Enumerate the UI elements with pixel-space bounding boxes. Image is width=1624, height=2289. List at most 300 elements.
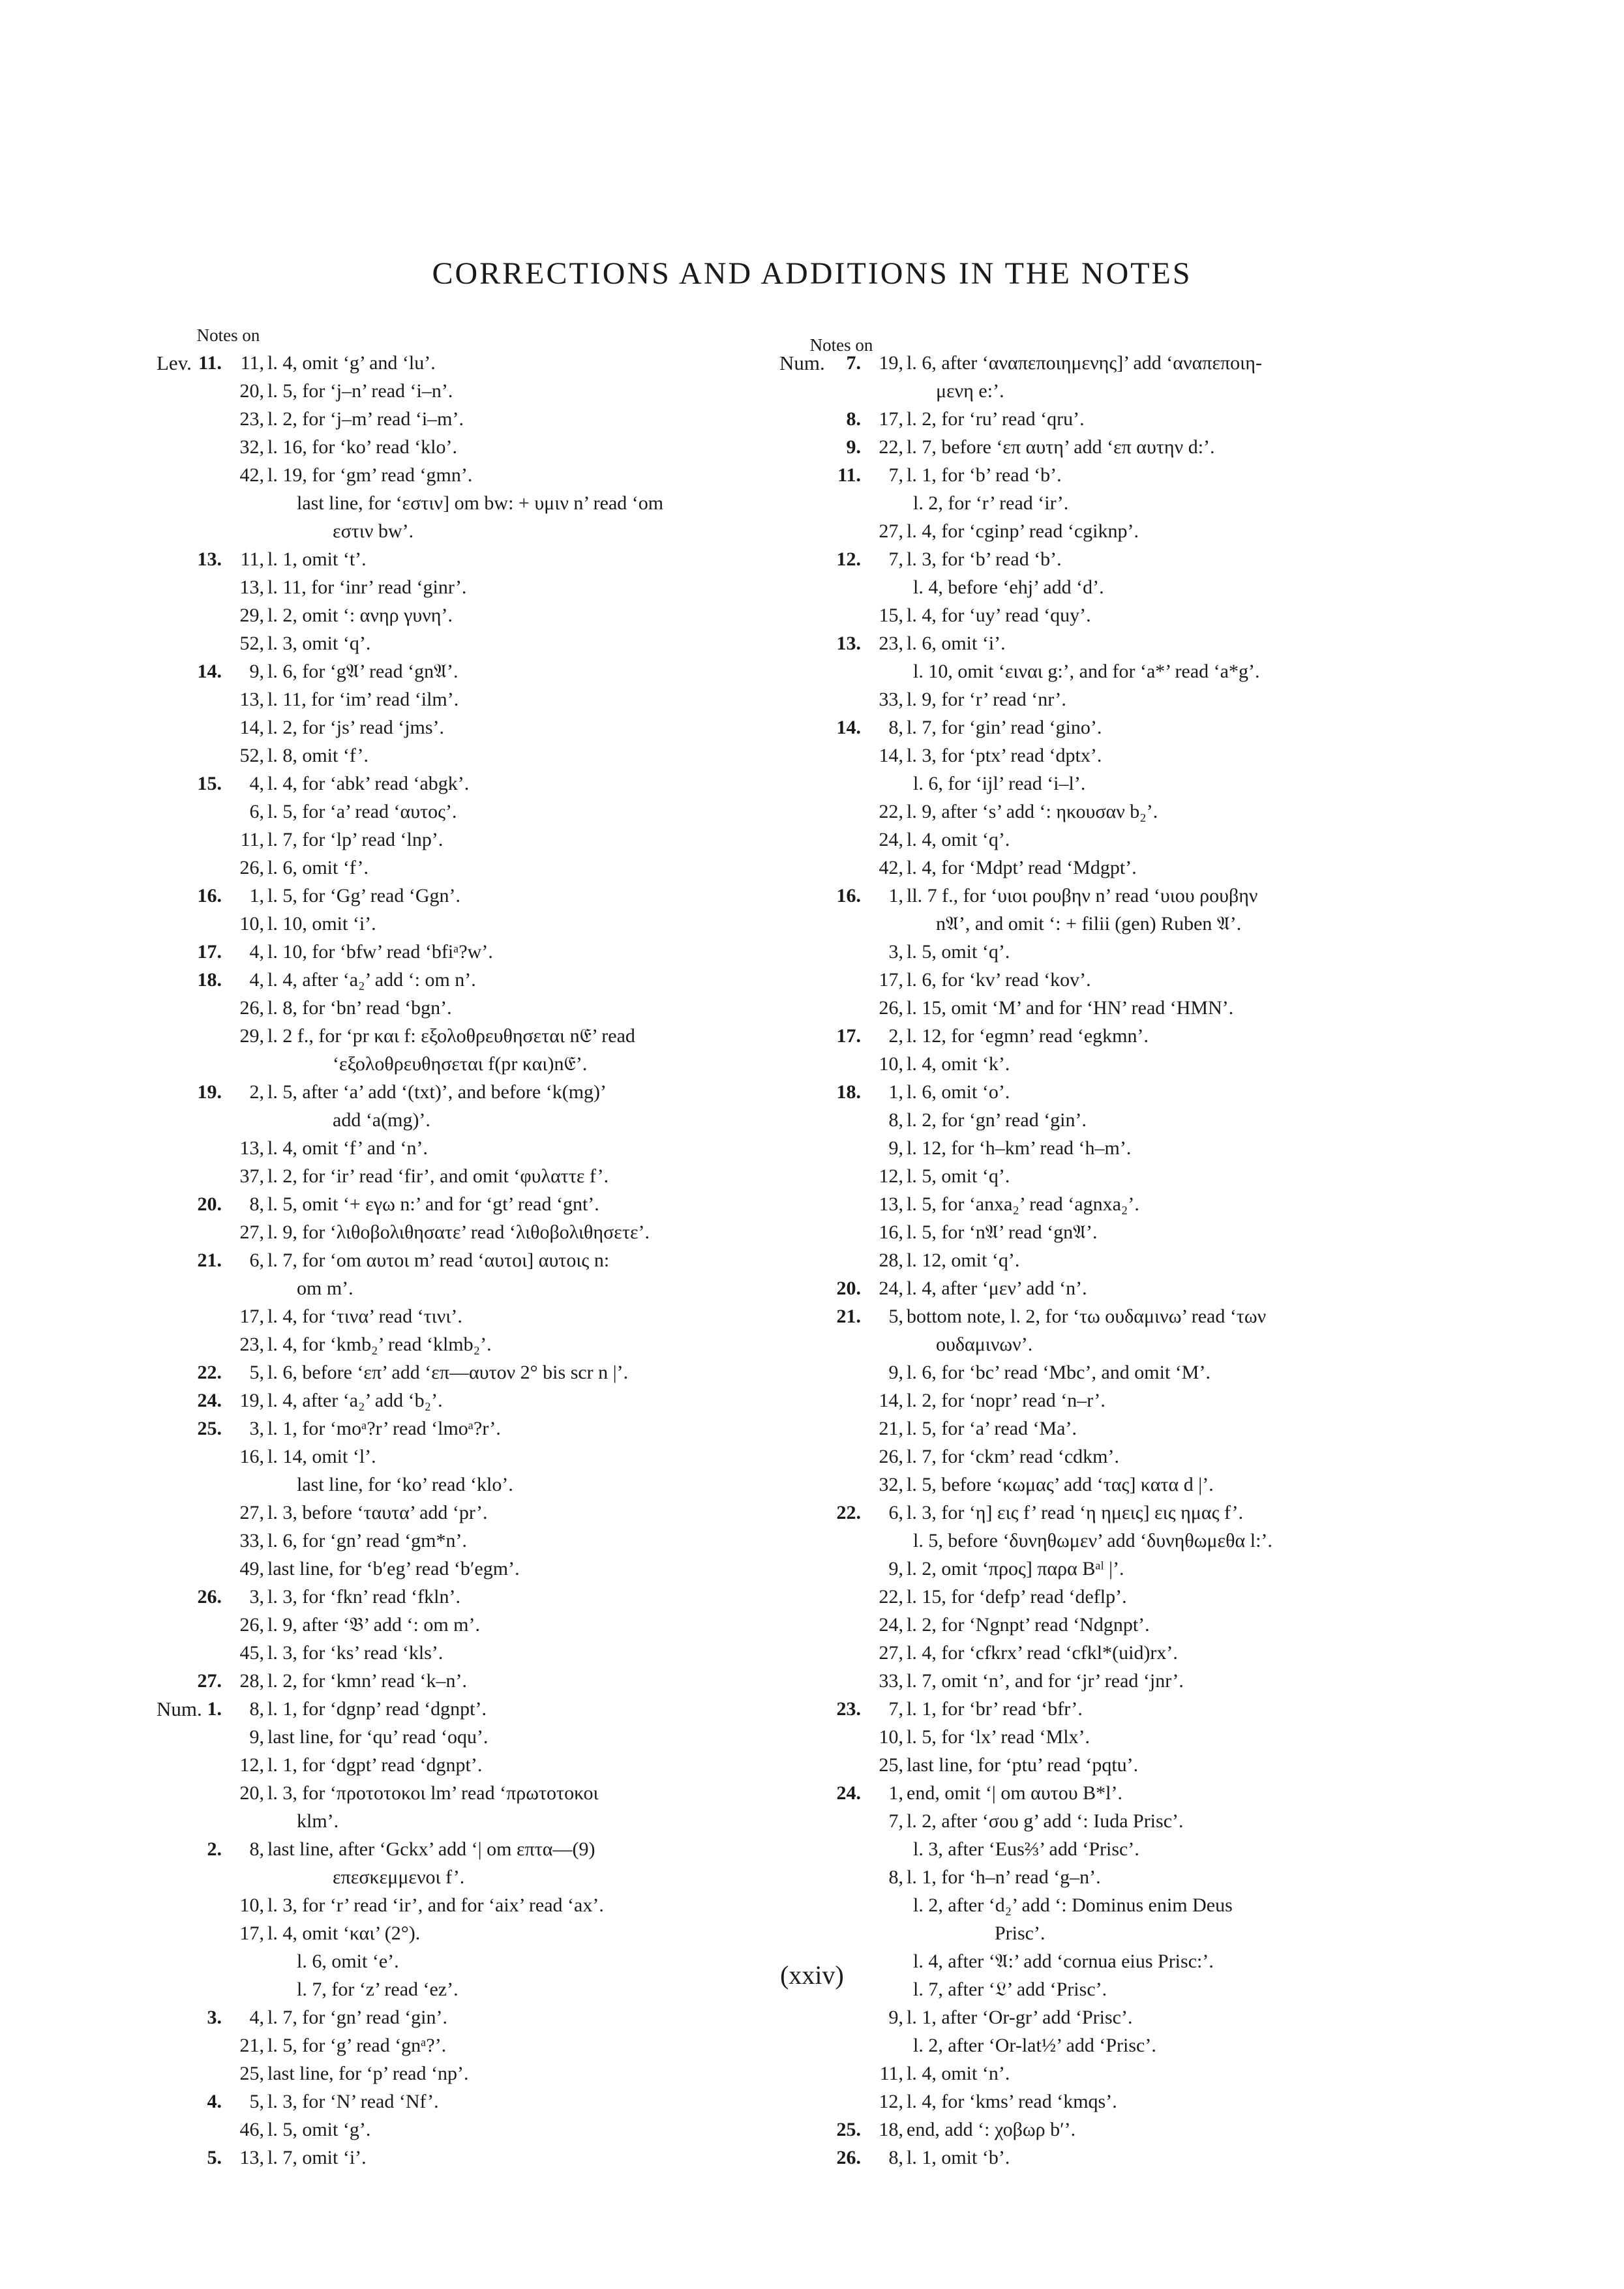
note-entry [0, 1863, 783, 1891]
verse-number: 4, [249, 2007, 264, 2028]
verse-number: 13, [239, 1137, 264, 1159]
verse-number: 19, [879, 352, 903, 374]
correction-text: l. 5, omit ‘q’. [907, 941, 1010, 963]
chapter-number: 21. [836, 1306, 861, 1327]
note-entry [0, 1891, 783, 1919]
verse-number: 7, [888, 1810, 903, 1832]
note-entry [0, 2003, 783, 2031]
correction-text: end, omit ‘| om αυτου B*l’. [907, 1782, 1122, 1804]
note-entry [779, 1919, 1624, 1947]
verse-number: 18, [879, 2119, 903, 2140]
correction-text: l. 6, omit ‘f’. [267, 857, 368, 878]
correction-text: l. 6, omit ‘e’. [297, 1951, 399, 1972]
verse-number: 49, [239, 1558, 264, 1579]
note-entry [0, 489, 783, 517]
note-entry [0, 1106, 783, 1134]
correction-text: Prisc’. [995, 1922, 1045, 1944]
correction-text: l. 7, for ‘z’ read ‘ez’. [297, 1979, 459, 2000]
note-entry [0, 713, 783, 741]
note-entry [0, 1330, 783, 1358]
note-entry [0, 2059, 783, 2087]
note-entry [779, 2087, 1624, 2116]
correction-text: l. 7, for ‘om αυτοι m’ read ‘αυτοι] αυτοις n: [267, 1249, 610, 1271]
correction-text: l. 11, for ‘inr’ read ‘ginr’. [267, 576, 467, 598]
verse-number: 33, [879, 1670, 903, 1692]
correction-text: l. 4, omit ‘f’ and ‘n’. [267, 1137, 429, 1159]
note-entry [0, 1919, 783, 1947]
verse-number: 3, [888, 941, 903, 963]
verse-number: 9, [249, 1726, 264, 1748]
note-entry [0, 517, 783, 545]
note-entry [779, 1639, 1624, 1667]
note-entry [0, 1162, 783, 1190]
note-entry [0, 741, 783, 770]
correction-text: l. 4, for ‘kms’ read ‘kmqs’. [907, 2091, 1117, 2112]
verse-number: 22, [879, 436, 903, 458]
verse-number: 24, [879, 1278, 903, 1299]
correction-text: μενη e:’. [936, 380, 1004, 402]
correction-text: l. 5, before ‘κωμας’ add ‘τας] κατα d |’. [907, 1474, 1214, 1495]
correction-text: l. 3, for ‘N’ read ‘Nf’. [267, 2091, 439, 2112]
verse-number: 10, [239, 1894, 264, 1916]
chapter-number: 18. [197, 969, 222, 991]
correction-text: l. 7, omit ‘n’, and for ‘jr’ read ‘jnr’. [907, 1670, 1184, 1692]
chapter-number: 9. [846, 436, 861, 458]
chapter-number: 14. [197, 661, 222, 682]
verse-number: 5, [888, 1306, 903, 1327]
correction-text: l. 1, for ‘b’ read ‘b’. [907, 464, 1062, 486]
correction-text: l. 1, for ‘br’ read ‘bfr’. [907, 1698, 1083, 1720]
correction-text: l. 2, for ‘j–m’ read ‘i–m’. [267, 408, 464, 430]
note-entry [0, 1779, 783, 1807]
note-entry [0, 1358, 783, 1386]
correction-text: l. 12, for ‘egmn’ read ‘egkmn’. [907, 1025, 1149, 1047]
verse-number: 17, [879, 969, 903, 991]
correction-text: l. 3, for ‘r’ read ‘ir’, and for ‘aix’ read ‘ax’. [267, 1894, 604, 1916]
verse-number: 25, [239, 2063, 264, 2084]
correction-text: l. 5, omit ‘+ εγω n:’ and for ‘gt’ read ‘gnt’. [267, 1193, 599, 1215]
note-entry [0, 826, 783, 854]
note-entry [779, 1891, 1624, 1919]
note-entry [779, 1218, 1624, 1246]
correction-text: επεσκεμμενοι f’. [333, 1866, 465, 1888]
note-entry [0, 1443, 783, 1471]
note-entry [779, 910, 1624, 938]
verse-number: 4, [249, 969, 264, 991]
book-label: Lev. [157, 352, 192, 374]
note-entry [779, 1667, 1624, 1695]
note-entry [0, 1050, 783, 1078]
correction-text: l. 15, omit ‘M’ and for ‘HN’ read ‘HMN’. [907, 997, 1234, 1019]
correction-text: l. 2, after ‘σου g’ add ‘: Iuda Prisc’. [907, 1810, 1184, 1832]
correction-text: l. 8, omit ‘f’. [267, 745, 368, 766]
chapter-number: 15. [197, 773, 222, 794]
correction-text: l. 1, after ‘Or-gr’ add ‘Prisc’. [907, 2007, 1133, 2028]
note-entry [779, 405, 1624, 433]
chapter-number: 20. [197, 1193, 222, 1215]
correction-text: l. 7, before ‘επ αυτη’ add ‘επ αυτην d:’. [907, 436, 1215, 458]
correction-text: l. 5, for ‘g’ read ‘gnᵃ?’. [267, 2035, 447, 2056]
correction-text: l. 2, for ‘nopr’ read ‘n–r’. [907, 1390, 1105, 1411]
note-entry [779, 1443, 1624, 1471]
correction-text: l. 1, for ‘h–n’ read ‘g–n’. [907, 1866, 1101, 1888]
verse-number: 17, [239, 1922, 264, 1944]
note-entry [0, 1471, 783, 1499]
verse-number: 10, [239, 913, 264, 935]
note-entry [779, 1695, 1624, 1723]
verse-number: 13, [239, 576, 264, 598]
correction-text: l. 6, for ‘kv’ read ‘kov’. [907, 969, 1091, 991]
left-column [0, 349, 783, 2172]
verse-number: 10, [879, 1726, 903, 1748]
chapter-number: 26. [197, 1586, 222, 1608]
verse-number: 23, [879, 633, 903, 654]
correction-text: l. 10, omit ‘i’. [267, 913, 376, 935]
correction-text: l. 10, omit ‘ειναι g:’, and for ‘a*’ read ‘a*g’. [913, 661, 1260, 682]
page-title: CORRECTIONS AND ADDITIONS IN THE NOTES [432, 256, 1192, 291]
correction-text: εστιν bw’. [333, 520, 414, 542]
book-label: Num. [779, 352, 825, 374]
correction-text: l. 7, for ‘gn’ read ‘gin’. [267, 2007, 448, 2028]
note-entry [779, 1078, 1624, 1106]
note-entry [0, 882, 783, 910]
verse-number: 42, [879, 857, 903, 878]
note-entry [779, 1134, 1624, 1162]
verse-number: 7, [888, 548, 903, 570]
note-entry [0, 1835, 783, 1863]
note-entry [0, 1583, 783, 1611]
correction-text: l. 2, omit ‘προς] παρα Bᵃˡ |’. [907, 1558, 1124, 1579]
note-entry [779, 1190, 1624, 1218]
note-entry [0, 1499, 783, 1527]
correction-text: l. 6, for ‘g𝔄’ read ‘gn𝔄’. [267, 661, 459, 682]
correction-text: l. 2, after ‘d₂’ add ‘: Dominus enim Deus [913, 1894, 1233, 1916]
note-entry [779, 433, 1624, 461]
chapter-number: 14. [836, 717, 861, 738]
note-entry [779, 1162, 1624, 1190]
chapter-number: 23. [836, 1698, 861, 1720]
note-entry [779, 1555, 1624, 1583]
correction-text: l. 12, omit ‘q’. [907, 1249, 1020, 1271]
note-entry [779, 461, 1624, 489]
verse-number: 6, [249, 801, 264, 822]
correction-text: l. 3, for ‘προτοτοκοι lm’ read ‘πρωτοτοκοι [267, 1782, 599, 1804]
correction-text: l. 3, before ‘ταυτα’ add ‘pr’. [267, 1502, 488, 1523]
note-entry [0, 1246, 783, 1274]
verse-number: 8, [249, 1193, 264, 1215]
correction-text: l. 5, for ‘Gg’ read ‘Ggn’. [267, 885, 461, 906]
correction-text: l. 4, for ‘τινα’ read ‘τινι’. [267, 1306, 462, 1327]
note-entry [0, 657, 783, 685]
verse-number: 17, [239, 1306, 264, 1327]
note-entry [0, 1639, 783, 1667]
correction-text: l. 12, for ‘h–km’ read ‘h–m’. [907, 1137, 1132, 1159]
verse-number: 46, [239, 2119, 264, 2140]
chapter-number: 8. [846, 408, 861, 430]
note-entry [0, 2031, 783, 2059]
verse-number: 1, [249, 885, 264, 906]
verse-number: 26, [239, 1614, 264, 1636]
note-entry [779, 1807, 1624, 1835]
verse-number: 20, [239, 1782, 264, 1804]
verse-number: 24, [879, 1614, 903, 1636]
note-entry [0, 545, 783, 573]
note-entry [779, 1751, 1624, 1779]
correction-text: l. 11, for ‘im’ read ‘ilm’. [267, 689, 459, 710]
chapter-number: 11. [837, 464, 861, 486]
correction-text: l. 6, for ‘gn’ read ‘gm*n’. [267, 1530, 468, 1551]
verse-number: 14, [879, 1390, 903, 1411]
note-entry [779, 685, 1624, 713]
verse-number: 4, [249, 773, 264, 794]
correction-text: l. 7, omit ‘i’. [267, 2147, 367, 2168]
correction-text: l. 7, for ‘lp’ read ‘lnp’. [267, 829, 444, 850]
verse-number: 7, [888, 464, 903, 486]
verse-number: 23, [239, 408, 264, 430]
correction-text: l. 9, after ‘s’ add ‘: ηκουσαν b₂’. [907, 801, 1158, 822]
correction-text: l. 3, for ‘fkn’ read ‘fkln’. [267, 1586, 460, 1608]
note-entry [0, 1302, 783, 1330]
note-entry [779, 1863, 1624, 1891]
chapter-number: 17. [197, 941, 222, 963]
note-entry [0, 1695, 783, 1723]
correction-text: l. 15, for ‘defp’ read ‘deflp’. [907, 1586, 1127, 1608]
chapter-number: 5. [207, 2147, 222, 2168]
verse-number: 25, [879, 1754, 903, 1776]
correction-text: l. 5, after ‘a’ add ‘(txt)’, and before ‘k(mg)’ [267, 1081, 607, 1103]
chapter-number: 22. [197, 1362, 222, 1383]
correction-text: l. 4, after ‘μεν’ add ‘n’. [907, 1278, 1087, 1299]
verse-number: 52, [239, 633, 264, 654]
chapter-number: 11. [198, 352, 222, 374]
correction-text: l. 5, omit ‘g’. [267, 2119, 371, 2140]
note-entry [779, 1050, 1624, 1078]
correction-text: ll. 7 f., for ‘υιοι ρουβην n’ read ‘υιου ρουβην [907, 885, 1258, 906]
correction-text: l. 6, omit ‘o’. [907, 1081, 1010, 1103]
correction-text: l. 2, for ‘gn’ read ‘gin’. [907, 1109, 1087, 1131]
correction-text: l. 9, for ‘r’ read ‘nr’. [907, 689, 1066, 710]
chapter-number: 27. [197, 1670, 222, 1692]
note-entry [779, 882, 1624, 910]
note-entry [779, 489, 1624, 517]
note-entry [779, 938, 1624, 966]
chapter-number: 4. [207, 2091, 222, 2112]
note-entry [779, 1499, 1624, 1527]
chapter-number: 17. [836, 1025, 861, 1047]
verse-number: 33, [879, 689, 903, 710]
correction-text: l. 1, omit ‘b’. [907, 2147, 1010, 2168]
verse-number: 11, [240, 829, 264, 850]
correction-text: l. 6, for ‘ijl’ read ‘i–l’. [913, 773, 1086, 794]
note-entry [779, 994, 1624, 1022]
correction-text: l. 16, for ‘ko’ read ‘klo’. [267, 436, 458, 458]
verse-number: 16, [239, 1446, 264, 1467]
correction-text: l. 4, omit ‘q’. [907, 829, 1010, 850]
note-entry [779, 826, 1624, 854]
correction-text: last line, for ‘εστιν] om bw: + υμιν n’ read ‘om [297, 492, 664, 514]
verse-number: 37, [239, 1165, 264, 1187]
correction-text: l. 1, for ‘dgnp’ read ‘dgnpt’. [267, 1698, 487, 1720]
chapter-number: 19. [197, 1081, 222, 1103]
verse-number: 33, [239, 1530, 264, 1551]
note-entry [0, 2144, 783, 2172]
chapter-number: 24. [836, 1782, 861, 1804]
right-column [779, 349, 1624, 2172]
verse-number: 27, [239, 1221, 264, 1243]
correction-text: l. 4, after ‘𝔄:’ add ‘cornua eius Prisc:’. [913, 1951, 1214, 1972]
note-entry [779, 1386, 1624, 1414]
note-entry [0, 405, 783, 433]
verse-number: 6, [888, 1502, 903, 1523]
verse-number: 13, [879, 1193, 903, 1215]
verse-number: 26, [879, 1446, 903, 1467]
note-entry [0, 573, 783, 601]
note-entry [779, 1779, 1624, 1807]
correction-text: l. 3, for ‘b’ read ‘b’. [907, 548, 1062, 570]
note-entry [779, 1527, 1624, 1555]
correction-text: ουδαμινων’. [936, 1334, 1033, 1355]
correction-text: l. 1, for ‘moᵃ?r’ read ‘lmoᵃ?r’. [267, 1418, 501, 1439]
chapter-number: 25. [197, 1418, 222, 1439]
verse-number: 4, [249, 941, 264, 963]
correction-text: l. 9, for ‘λιθοβολιθησατε’ read ‘λιθοβολιθησετε’. [267, 1221, 650, 1243]
verse-number: 8, [888, 1866, 903, 1888]
correction-text: l. 4, omit ‘και’ (2°). [267, 1922, 421, 1944]
correction-text: l. 4, before ‘ehj’ add ‘d’. [913, 576, 1104, 598]
note-entry [779, 2003, 1624, 2031]
verse-number: 2, [249, 1081, 264, 1103]
correction-text: l. 4, for ‘Mdpt’ read ‘Mdgpt’. [907, 857, 1137, 878]
correction-text: add ‘a(mg)’. [333, 1109, 430, 1131]
chapter-number: 13. [836, 633, 861, 654]
note-entry [779, 349, 1624, 377]
verse-number: 22, [879, 801, 903, 822]
note-entry [779, 2144, 1624, 2172]
verse-number: 29, [239, 1025, 264, 1047]
correction-text: l. 5, for ‘anxa₂’ read ‘agnxa₂’. [907, 1193, 1139, 1215]
verse-number: 19, [239, 1390, 264, 1411]
note-entry [779, 713, 1624, 741]
note-entry [779, 1274, 1624, 1302]
note-entry [0, 2116, 783, 2144]
verse-number: 5, [249, 2091, 264, 2112]
correction-text: l. 3, for ‘η] εις f’ read ‘η ημεις] εις ημας f’. [907, 1502, 1244, 1523]
correction-text: l. 6, before ‘επ’ add ‘επ—αυτον 2° bis scr n |’. [267, 1362, 629, 1383]
verse-number: 21, [239, 2035, 264, 2056]
note-entry [779, 1835, 1624, 1863]
verse-number: 8, [888, 1109, 903, 1131]
correction-text: last line, for ‘b′eg’ read ‘b′egm’. [267, 1558, 520, 1579]
correction-text: last line, for ‘p’ read ‘np’. [267, 2063, 469, 2084]
correction-text: l. 4, after ‘a₂’ add ‘: om n’. [267, 969, 476, 991]
chapter-number: 24. [197, 1390, 222, 1411]
verse-number: 3, [249, 1418, 264, 1439]
correction-text: l. 4, omit ‘g’ and ‘lu’. [267, 352, 436, 374]
correction-text: l. 3, for ‘ptx’ read ‘dptx’. [907, 745, 1102, 766]
correction-text: l. 5, for ‘lx’ read ‘Mlx’. [907, 1726, 1090, 1748]
verse-number: 11, [240, 548, 264, 570]
correction-text: bottom note, l. 2, for ‘τω ουδαμινω’ read ‘των [907, 1306, 1267, 1327]
note-entry [0, 2087, 783, 2116]
correction-text: l. 4, for ‘kmb₂’ read ‘klmb₂’. [267, 1334, 492, 1355]
note-entry [0, 629, 783, 657]
note-entry [0, 461, 783, 489]
verse-number: 13, [239, 2147, 264, 2168]
verse-number: 9, [888, 1137, 903, 1159]
verse-number: 8, [249, 1698, 264, 1720]
chapter-number: 26. [836, 2147, 861, 2168]
correction-text: last line, for ‘qu’ read ‘oqu’. [267, 1726, 489, 1748]
verse-number: 24, [879, 829, 903, 850]
note-entry [0, 854, 783, 882]
correction-text: l. 2, for ‘ru’ read ‘qru’. [907, 408, 1085, 430]
chapter-number: 1. [207, 1698, 222, 1720]
correction-text: l. 14, omit ‘l’. [267, 1446, 376, 1467]
note-entry [0, 798, 783, 826]
correction-text: l. 4, for ‘uy’ read ‘quy’. [907, 605, 1091, 626]
correction-text: last line, for ‘ptu’ read ‘pqtu’. [907, 1754, 1139, 1776]
note-entry [0, 601, 783, 629]
note-entry [779, 2031, 1624, 2059]
verse-number: 21, [879, 1418, 903, 1439]
note-entry [779, 741, 1624, 770]
verse-number: 22, [879, 1586, 903, 1608]
note-entry [0, 1611, 783, 1639]
note-entry [0, 1414, 783, 1443]
correction-text: l. 7, after ‘𝔏’ add ‘Prisc’. [913, 1979, 1107, 2000]
note-entry [0, 377, 783, 405]
note-entry [0, 1386, 783, 1414]
correction-text: l. 2, for ‘r’ read ‘ir’. [913, 492, 1069, 514]
verse-number: 26, [879, 997, 903, 1019]
note-entry [0, 433, 783, 461]
note-entry [779, 1611, 1624, 1639]
chapter-number: 18. [836, 1081, 861, 1103]
note-entry [0, 994, 783, 1022]
verse-number: 14, [879, 745, 903, 766]
note-entry [779, 770, 1624, 798]
chapter-number: 3. [207, 2007, 222, 2028]
note-entry [0, 685, 783, 713]
chapter-number: 13. [197, 548, 222, 570]
correction-text: l. 4, for ‘cginp’ read ‘cgiknp’. [907, 520, 1139, 542]
correction-text: l. 4, omit ‘n’. [907, 2063, 1010, 2084]
correction-text: l. 3, for ‘ks’ read ‘kls’. [267, 1642, 444, 1664]
verse-number: 9, [888, 1362, 903, 1383]
note-entry [779, 657, 1624, 685]
note-entry [779, 545, 1624, 573]
note-entry [779, 1358, 1624, 1386]
note-entry [0, 966, 783, 994]
verse-number: 2, [888, 1025, 903, 1047]
correction-text: l. 8, for ‘bn’ read ‘bgn’. [267, 997, 452, 1019]
correction-text: l. 2, for ‘js’ read ‘jms’. [267, 717, 445, 738]
verse-number: 52, [239, 745, 264, 766]
correction-text: l. 5, before ‘δυνηθωμεν’ add ‘δυνηθωμεθα l:’. [913, 1530, 1272, 1551]
verse-number: 28, [239, 1670, 264, 1692]
correction-text: l. 4, for ‘abk’ read ‘abgk’. [267, 773, 470, 794]
correction-text: l. 4, after ‘a₂’ add ‘b₂’. [267, 1390, 443, 1411]
verse-number: 11, [879, 2063, 903, 2084]
verse-number: 17, [879, 408, 903, 430]
correction-text: l. 2, for ‘ir’ read ‘fir’, and omit ‘φυλαττε f’. [267, 1165, 609, 1187]
chapter-number: 16. [197, 885, 222, 906]
correction-text: l. 5, for ‘a’ read ‘Ma’. [907, 1418, 1077, 1439]
verse-number: 9, [888, 2007, 903, 2028]
note-entry [0, 1134, 783, 1162]
verse-number: 26, [239, 857, 264, 878]
correction-text: l. 19, for ‘gm’ read ‘gmn’. [267, 464, 473, 486]
